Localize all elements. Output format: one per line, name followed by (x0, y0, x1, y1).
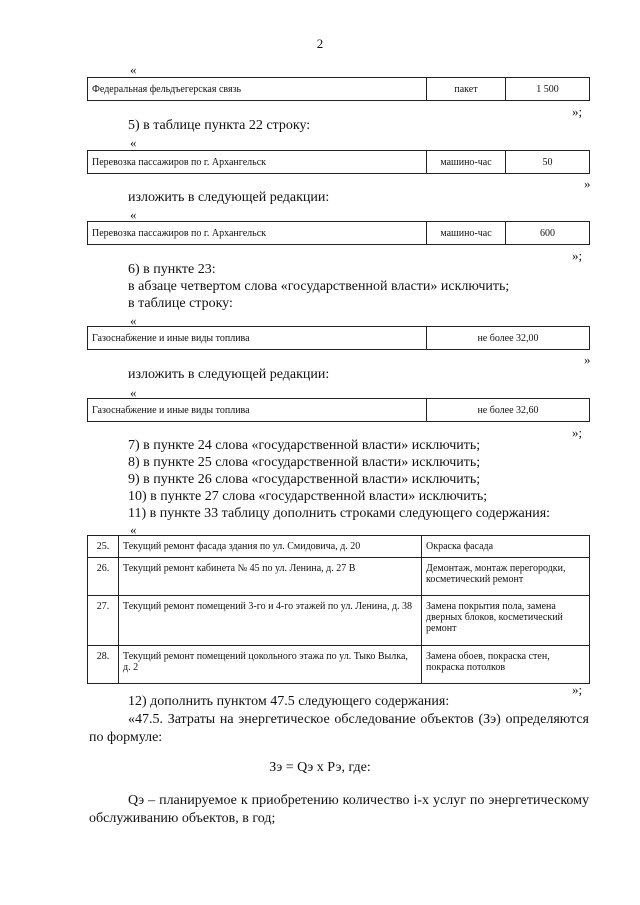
table-row (88, 536, 590, 558)
table-cell-name: Газоснабжение и иные виды топлива (88, 327, 427, 350)
quote-open: « (130, 62, 137, 77)
table-cell-name: Перевозка пассажиров по г. Архангельск (88, 151, 427, 174)
quote-close-semicolon: »; (572, 104, 583, 119)
row-number: 25. (88, 536, 119, 558)
table-cell-unit: пакет (427, 78, 506, 101)
item-6-line-3: в таблице строку: (128, 296, 233, 311)
table-cell-value: не более 32,60 (427, 399, 590, 422)
row-work: Демонтаж, монтаж перегородки, косметический ремонт (422, 558, 590, 596)
quote-open: « (130, 135, 137, 150)
quote-open: « (130, 522, 137, 537)
row-work: Окраска фасада (422, 536, 590, 558)
quote-open: « (130, 207, 137, 222)
table-5 (87, 398, 590, 422)
quote-open: « (130, 313, 137, 328)
table-cell-name: Перевозка пассажиров по г. Архангельск (88, 222, 427, 245)
table-cell-value: 50 (506, 151, 590, 174)
table-cell-value: 600 (506, 222, 590, 245)
item-7: 7) в пункте 24 слова «государственной власти» исключить; (128, 438, 481, 453)
item-5: 5) в таблице пункта 22 строку: (128, 118, 311, 133)
row-description: Текущий ремонт кабинета № 45 по ул. Ленина, д. 27 В (119, 558, 422, 596)
item-6-line-2: в абзаце четвертом слова «государственной власти» исключить; (128, 279, 510, 294)
row-description: Текущий ремонт помещений цокольного этажа по ул. Тыко Вылка, д. 2 (119, 646, 422, 684)
table-cell-name: Федеральная фельдъегерская связь (88, 78, 427, 101)
formula: Зэ = Qэ х Рэ, где: (269, 760, 371, 775)
table-row (88, 558, 590, 596)
paragraph-47-5: «47.5. Затраты на энергетическое обследование объектов (Зэ) определяются по формуле: (89, 712, 589, 745)
table-2 (87, 150, 590, 174)
table-4 (87, 326, 590, 350)
quote-close-semicolon: »; (572, 248, 583, 263)
row-number: 28. (88, 646, 119, 684)
item-12: 12) дополнить пунктом 47.5 следующего содержания: (128, 694, 450, 709)
quote-close-semicolon: »; (572, 682, 583, 697)
quote-close: » (584, 176, 591, 191)
table-cell-unit: машино-час (427, 222, 506, 245)
replace-instruction: изложить в следующей редакции: (128, 367, 330, 382)
item-11: 11) в пункте 33 таблицу дополнить строками следующего содержания: (128, 506, 551, 521)
table-cell-name: Газоснабжение и иные виды топлива (88, 399, 427, 422)
item-9: 9) в пункте 26 слова «государственной власти» исключить; (128, 472, 481, 487)
quote-close: » (584, 352, 591, 367)
page-number: 2 (316, 36, 324, 51)
replace-instruction: изложить в следующей редакции: (128, 190, 330, 205)
quote-open: « (130, 385, 137, 400)
table-cell-value: 1 500 (506, 78, 590, 101)
q-definition: Qэ – планируемое к приобретению количество i-х услуг по энергетическому обслуживанию объектов, в год; (89, 793, 589, 826)
row-work: Замена обоев, покраска стен, покраска потолков (422, 646, 590, 684)
quote-close-semicolon: »; (572, 425, 583, 440)
table-1 (87, 77, 590, 101)
row-number: 27. (88, 596, 119, 646)
item-8: 8) в пункте 25 слова «государственной власти» исключить; (128, 455, 481, 470)
row-work: Замена покрытия пола, замена дверных блоков, косметический ремонт (422, 596, 590, 646)
table-row (88, 596, 590, 646)
row-description: Текущий ремонт помещений 3-го и 4-го этажей по ул. Ленина, д. 38 (119, 596, 422, 646)
row-description: Текущий ремонт фасада здания по ул. Смидовича, д. 20 (119, 536, 422, 558)
table-cell-value: не более 32,00 (427, 327, 590, 350)
item-6-line-1: 6) в пункте 23: (128, 262, 216, 277)
row-number: 26. (88, 558, 119, 596)
table-6 (87, 535, 590, 684)
item-10: 10) в пункте 27 слова «государственной власти» исключить; (128, 489, 488, 504)
table-row (88, 646, 590, 684)
table-3 (87, 221, 590, 245)
table-cell-unit: машино-час (427, 151, 506, 174)
